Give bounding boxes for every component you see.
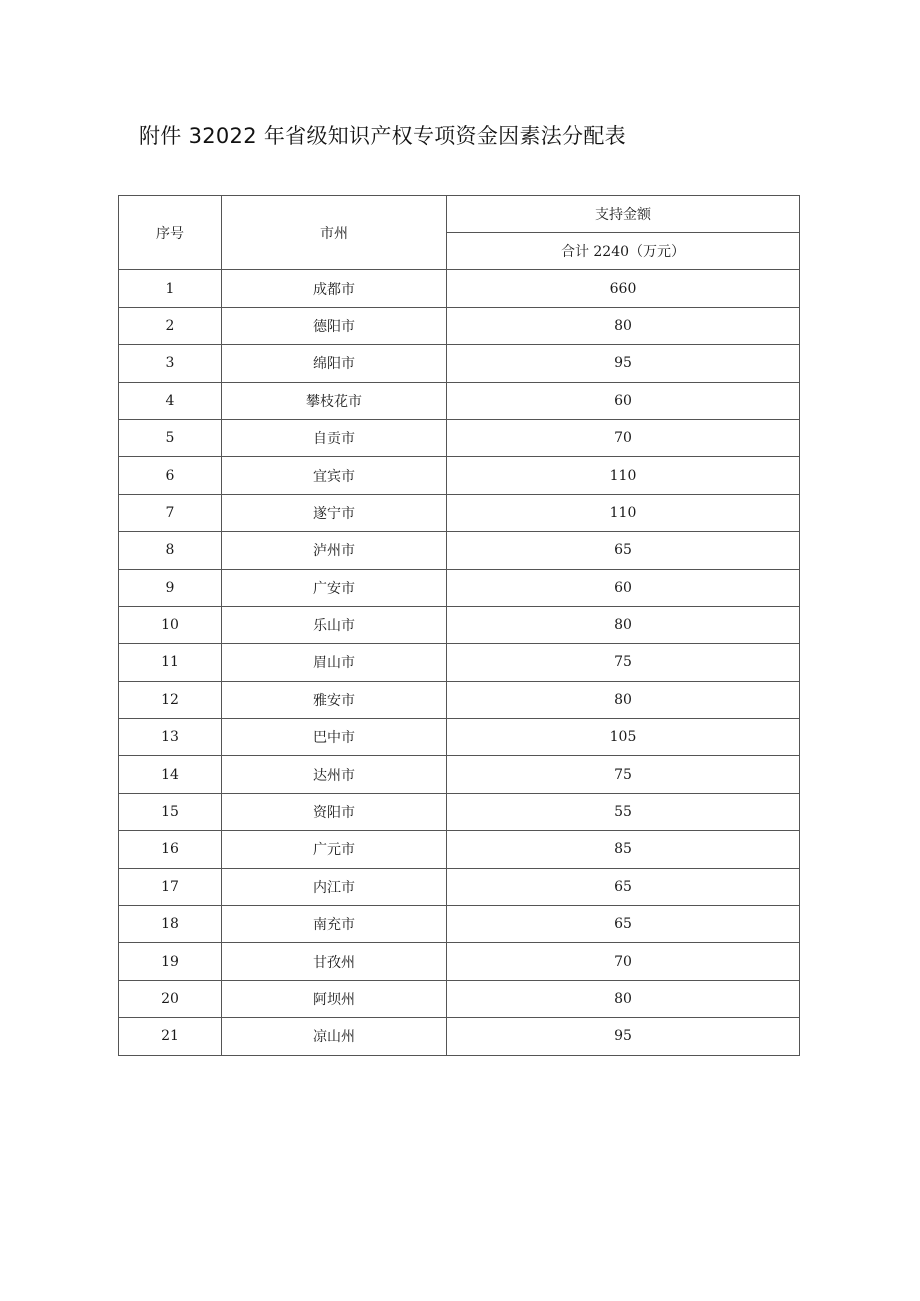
row-index: 2 — [119, 307, 222, 344]
row-amount: 105 — [447, 719, 800, 756]
row-amount: 80 — [447, 606, 800, 643]
row-amount: 70 — [447, 943, 800, 980]
row-index: 20 — [119, 980, 222, 1017]
row-index: 5 — [119, 419, 222, 456]
allocation-table — [118, 195, 800, 1056]
row-city: 绵阳市 — [222, 345, 447, 382]
row-city: 内江市 — [222, 868, 447, 905]
row-amount: 95 — [447, 1018, 800, 1055]
table-row — [119, 457, 800, 494]
row-city: 德阳市 — [222, 307, 447, 344]
table-row — [119, 1018, 800, 1055]
table-row — [119, 980, 800, 1017]
row-city: 广安市 — [222, 569, 447, 606]
row-city: 雅安市 — [222, 681, 447, 718]
page-title: 附件 32022 年省级知识产权专项资金因素法分配表 — [139, 124, 626, 148]
row-index: 3 — [119, 345, 222, 382]
table-row — [119, 644, 800, 681]
header-total: 合计 2240（万元） — [447, 233, 800, 270]
table-row — [119, 719, 800, 756]
table-row — [119, 756, 800, 793]
row-index: 21 — [119, 1018, 222, 1055]
table-row — [119, 532, 800, 569]
row-amount: 80 — [447, 980, 800, 1017]
row-amount: 75 — [447, 756, 800, 793]
row-city: 巴中市 — [222, 719, 447, 756]
row-amount: 65 — [447, 532, 800, 569]
row-amount: 95 — [447, 345, 800, 382]
row-city: 南充市 — [222, 906, 447, 943]
row-city: 眉山市 — [222, 644, 447, 681]
row-index: 9 — [119, 569, 222, 606]
row-index: 19 — [119, 943, 222, 980]
row-index: 13 — [119, 719, 222, 756]
row-city: 成都市 — [222, 270, 447, 307]
table-row — [119, 868, 800, 905]
row-amount: 70 — [447, 419, 800, 456]
row-amount: 75 — [447, 644, 800, 681]
row-amount: 110 — [447, 457, 800, 494]
row-city: 宜宾市 — [222, 457, 447, 494]
row-index: 14 — [119, 756, 222, 793]
row-city: 广元市 — [222, 831, 447, 868]
row-amount: 65 — [447, 868, 800, 905]
row-city: 资阳市 — [222, 793, 447, 830]
row-index: 7 — [119, 494, 222, 531]
table-row — [119, 382, 800, 419]
header-city: 市州 — [222, 196, 447, 270]
row-city: 达州市 — [222, 756, 447, 793]
row-index: 10 — [119, 606, 222, 643]
row-city: 遂宁市 — [222, 494, 447, 531]
row-amount: 85 — [447, 831, 800, 868]
row-amount: 55 — [447, 793, 800, 830]
table-row — [119, 943, 800, 980]
row-index: 16 — [119, 831, 222, 868]
header-index: 序号 — [119, 196, 222, 270]
row-index: 17 — [119, 868, 222, 905]
row-city: 甘孜州 — [222, 943, 447, 980]
row-amount: 60 — [447, 382, 800, 419]
table-row — [119, 419, 800, 456]
row-index: 8 — [119, 532, 222, 569]
row-amount: 110 — [447, 494, 800, 531]
row-amount: 80 — [447, 307, 800, 344]
table-body — [119, 270, 800, 1055]
row-amount: 65 — [447, 906, 800, 943]
table-row — [119, 906, 800, 943]
row-index: 6 — [119, 457, 222, 494]
row-city: 阿坝州 — [222, 980, 447, 1017]
table-row — [119, 793, 800, 830]
row-amount: 660 — [447, 270, 800, 307]
table-header — [119, 196, 800, 270]
table-row — [119, 681, 800, 718]
table-row — [119, 831, 800, 868]
row-index: 1 — [119, 270, 222, 307]
table-row — [119, 569, 800, 606]
row-city: 乐山市 — [222, 606, 447, 643]
row-amount: 60 — [447, 569, 800, 606]
table-row — [119, 606, 800, 643]
table-row — [119, 345, 800, 382]
row-index: 18 — [119, 906, 222, 943]
row-index: 4 — [119, 382, 222, 419]
table-row — [119, 270, 800, 307]
row-index: 15 — [119, 793, 222, 830]
row-index: 12 — [119, 681, 222, 718]
table-row — [119, 307, 800, 344]
row-city: 凉山州 — [222, 1018, 447, 1055]
header-amount: 支持金额 — [447, 196, 800, 233]
row-index: 11 — [119, 644, 222, 681]
row-city: 攀枝花市 — [222, 382, 447, 419]
table-row — [119, 494, 800, 531]
row-city: 自贡市 — [222, 419, 447, 456]
row-city: 泸州市 — [222, 532, 447, 569]
row-amount: 80 — [447, 681, 800, 718]
